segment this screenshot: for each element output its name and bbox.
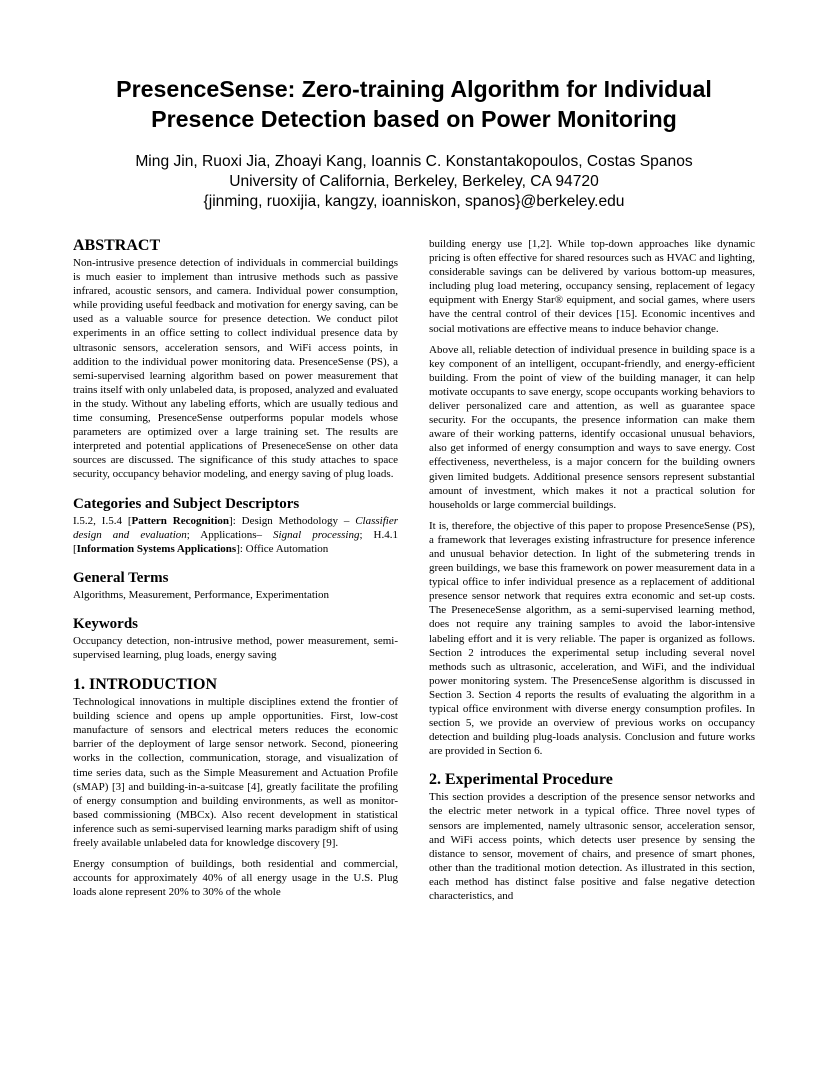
author-block <box>40 152 788 212</box>
introduction-heading: 1. INTRODUCTION <box>73 676 218 694</box>
introduction-paragraph-5: It is, therefore, the objective of this paper to propose PresenceSense (PS), a framework that leverages existing infrastructure for presence inference and unusual behavior detection. In light of the submetering trends in green buildings, we base this framework on power measurement data in a typical office to infer individual presence as a replacement of additional presence sensor network that requires extra economic and set-up costs. The PreseneceSense algorithm, as a semi-supervised learning method, does not require any training samples to avoid the labor-intensive labeling effort and it is very reliable. The paper is organized as follows. Section 2 introduces the experimental setup including several novel methods such as ultrasonic, acceleration, and WiFi, and the individual power monitoring system. The PresenceSense algorithm is discussed in Section 3. Section 4 reports the results of evaluating the algorithm in a typical office environment with diverse energy consumption profiles. In section 5, we provide an overview of previous works on occupancy detection and building plug-loads analysis. Conclusion and future works are provided in Section 6. <box>429 519 755 758</box>
paper-title <box>40 74 788 134</box>
keywords-heading: Keywords <box>73 615 138 632</box>
affiliation: University of California, Berkeley, Berkeley, CA 94720 <box>229 173 599 190</box>
keywords-text: Occupancy detection, non-intrusive method, power measurement, semi-supervised learning, plug loads, energy saving <box>73 634 398 661</box>
title-line-2: Presence Detection based on Power Monitoring <box>151 106 677 132</box>
introduction-paragraph-1: Technological innovations in multiple disciplines extend the frontier of building science and opens up ample opportunities. First, low-cost manufacture of sensors and electrical meters reduces the economic barrier of the deployment of large sensor network. Second, pioneering works in the collection, communication, storage, and visualization of time series data, such as the Simple Measurement and Actuation Profile (sMAP) [3] and building-in-a-suitcase [4], greatly facilitate the profiling of energy consumption and building environments, as well as monitor-based commissioning (MBCx). Also recent development in statistical inference such as semi-supervised learning marks paradigm shift of using freely available unlabeled data for knowledge discovery [9]. <box>73 696 398 849</box>
experimental-text: This section provides a description of the presence sensor networks and the electric meter network in a typical office. Three novel types of sensors are implemented, namely ultrasonic sensor, acceleration sensor, and WiFi access points, which detects user presence by sensing the distance to sensor, movement of chairs, and presence of smart phones, other than the traditional motion detection. As illustrated in this section, each method has distinct false positive and false negative detection characteristics, and <box>429 791 755 903</box>
left-column <box>73 236 398 899</box>
right-column <box>429 237 755 903</box>
general-terms-heading: General Terms <box>73 569 169 586</box>
categories-text: I.5.2, I.5.4 [Pattern Recognition]: Design Methodology – Classifier design and evaluation; Applications– Signal processing; H.4.1 [Information Systems Applications]: Office Automation <box>73 514 399 555</box>
author-names: Ming Jin, Ruoxi Jia, Zhoayi Kang, Ioannis C. Konstantakopoulos, Costas Spanos <box>135 153 693 170</box>
experimental-heading: 2. Experimental Procedure <box>429 771 613 789</box>
abstract-text: Non-intrusive presence detection of individuals in commercial buildings is much easier to implement than intrusive methods such as passive infrared, acoustic sensors, and camera. Individual power consumption, while providing useful feedback and motivation for energy saving, can be used as a valuable source for presence detection. We conduct pilot experiments in an office setting to collect individual presence data by ultrasonic sensors, acceleration sensors, and WiFi access points, in addition to the individual power monitoring data. PresenceSense (PS), a semi-supervised learning algorithm based on power measurement that trains itself with only unlabeled data, is proposed, analyzed and evaluated in the study. Without any labeling efforts, which are usually tedious and time consuming, PresenceSense outperforms popular models whose parameters are optimized over a large training set. The results are interpreted and potential applications of PreseneceSense on other data sources are discussed. The significance of this study attaches to space security, occupancy behavior modeling, and energy saving of plug loads. <box>73 257 398 481</box>
categories-heading: Categories and Subject Descriptors <box>73 495 300 512</box>
abstract-heading: ABSTRACT <box>73 237 161 254</box>
introduction-paragraph-4: Above all, reliable detection of individual presence in building space is a key component of an intelligent, occupant-friendly, and energy-efficient building. From the point of view of the building manager, it can help motivate occupants to save energy, scope occupants working behaviors to deliver personalized care and attention, as well as guarantee space security. For the occupants, the presence information can make them aware of their working patterns, identify occasional unusual behaviors, also get informed of energy consumption and ways to save energy. Cost effectiveness, nevertheless, is a major concern for the building owners given limited budgets. Additional presence sensors represent substantial amount of investment, which makes it not a practical solution for households or large commercial buildings. <box>429 343 755 511</box>
general-terms-text: Algorithms, Measurement, Performance, Experimentation <box>73 588 329 601</box>
author-emails: {jinming, ruoxijia, kangzy, ioanniskon, spanos}@berkeley.edu <box>203 193 625 210</box>
introduction-paragraph-3: building energy use [1,2]. While top-down approaches like dynamic pricing is often effective for shared resources such as HVAC and lighting, considerable savings can be delivered by various bottom-up measures, including plug load metering, occupancy sensing, replacement of legacy equipment with Energy Star® equipment, and social games, where users have the central control of their devices [15]. Economic incentives and social motivations are effective means to induce behavior change. <box>429 238 755 335</box>
title-line-1: PresenceSense: Zero-training Algorithm for Individual <box>116 76 712 102</box>
introduction-paragraph-2: Energy consumption of buildings, both residential and commercial, accounts for approximately 40% of all energy usage in the U.S. Plug loads alone represent 20% to 30% of the whole <box>73 858 398 899</box>
